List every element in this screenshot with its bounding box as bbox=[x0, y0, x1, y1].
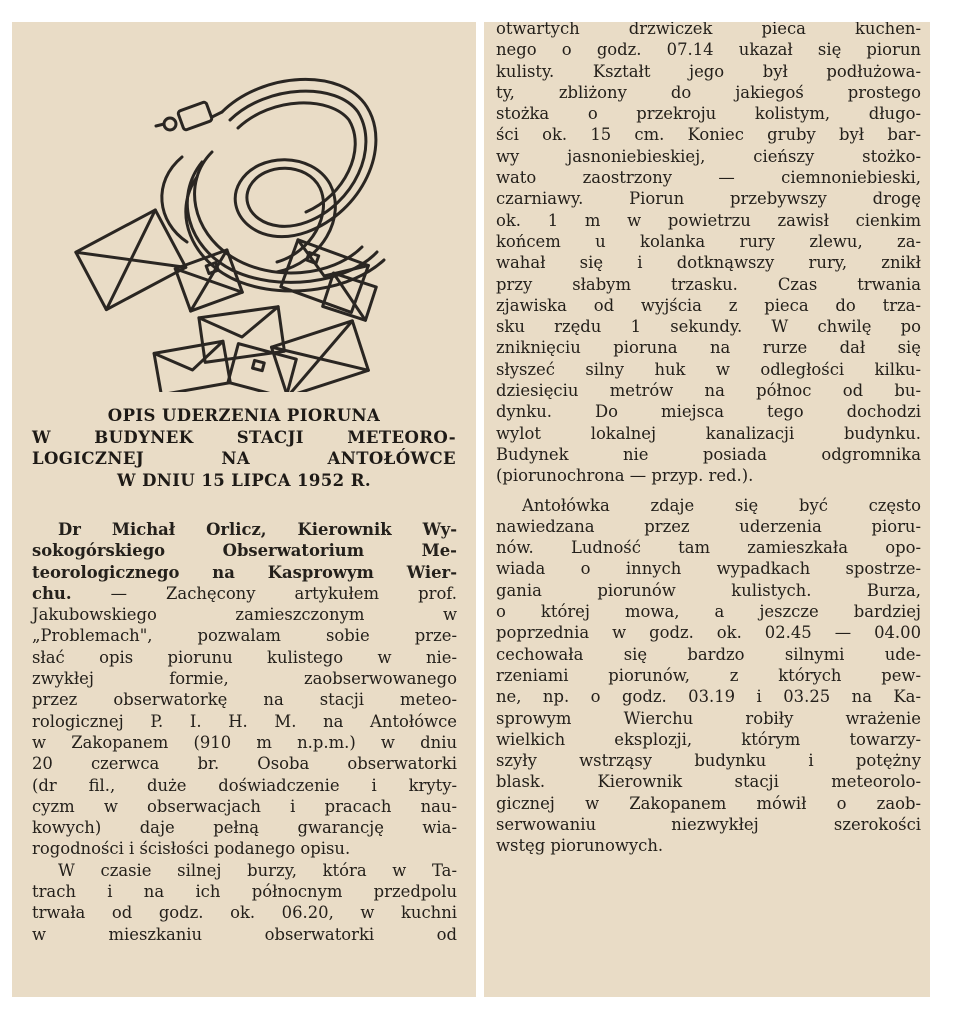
text-line: kowych) daje pełną gwarancję wia- bbox=[32, 818, 457, 838]
text-line: cyzm w obserwacjach i pracach nau- bbox=[32, 796, 457, 816]
text-line: nawiedzana przez uderzenia pioru- bbox=[496, 516, 921, 536]
text-line: przy słabym trzasku. Czas trwania bbox=[496, 274, 921, 294]
text-line: otwartych drzwiczek pieca kuchen- bbox=[496, 22, 921, 38]
text-line: sprowym Wierchu robiły wrażenie bbox=[496, 708, 921, 728]
text-line: Antołówka zdaje się być często bbox=[522, 495, 921, 515]
headline-line: W DNIU 15 LIPCA 1952 R. bbox=[117, 470, 371, 490]
text-line: w mieszkaniu obserwatorki od bbox=[32, 924, 457, 944]
text-line: słyszeć silny huk w odległości kilku- bbox=[496, 359, 921, 379]
text-line: chu. — Zachęcony artykułem prof. bbox=[32, 583, 457, 603]
headline-line: LOGICZNEJ NA ANTOŁÓWCE bbox=[32, 449, 456, 468]
text-line: trwała od godz. ok. 06.20, w kuchni bbox=[32, 903, 457, 923]
text-line: wahał się i dotknąwszy rury, znikł bbox=[496, 253, 921, 273]
text-line: końcem u kolanka rury zlewu, za- bbox=[496, 231, 921, 251]
text-line: (dr fil., duże doświadczenie i kryty- bbox=[32, 775, 457, 795]
text-line: nów. Ludność tam zamieszkała opo- bbox=[496, 538, 921, 558]
text-line: gania piorunów kulistych. Burza, bbox=[496, 580, 921, 600]
left-column-text bbox=[32, 519, 457, 945]
text-line: zjawiska od wyjścia z pieca do trza- bbox=[496, 295, 921, 315]
text-line: blask. Kierownik stacji meteorolo- bbox=[496, 772, 921, 792]
text-line: ty, zbliżony do jakiegoś prostego bbox=[496, 82, 921, 102]
text-line: Jakubowskiego zamieszczonym w bbox=[32, 605, 457, 625]
text-line: gicznej w Zakopanem mówił o zaob- bbox=[496, 793, 921, 813]
text-line: o której mowa, a jeszcze bardziej bbox=[496, 602, 921, 622]
text-line: wy jasnoniebieskiej, cieńszy stożko- bbox=[496, 146, 921, 166]
text-line: Dr Michał Orlicz, Kierownik Wy- bbox=[58, 520, 457, 539]
text-line: Budynek nie posiada odgromnika bbox=[496, 444, 921, 464]
text-line: (piorunochrona — przyp. red.). bbox=[496, 466, 754, 486]
text-line: ne, np. o godz. 03.19 i 03.25 na Ka- bbox=[496, 687, 921, 707]
text-line: stożka o przekroju kolistym, długo- bbox=[496, 104, 921, 124]
text-line: wato zaostrzony — ciemnoniebieski, bbox=[496, 168, 921, 188]
text-line: trach i na ich północnym przedpolu bbox=[32, 882, 457, 902]
headline-line: W BUDYNEK STACJI METEORO- bbox=[32, 427, 456, 447]
text-line: dynku. Do miejsca tego dochodzi bbox=[496, 402, 921, 422]
paragraph-gap bbox=[496, 487, 921, 495]
article-headline bbox=[32, 405, 456, 491]
text-line: dziesięciu metrów na północ od bu- bbox=[496, 381, 921, 401]
text-line: wylot lokalnej kanalizacji budynku. bbox=[496, 423, 921, 443]
text-line: teorologicznego na Kasprowym Wier- bbox=[32, 562, 457, 582]
text-line: czarniawy. Piorun przebywszy drogę bbox=[496, 189, 921, 209]
text-line: wielkich eksplozji, którym towarzy- bbox=[496, 729, 921, 749]
right-column-text bbox=[496, 22, 921, 857]
text-line: nego o godz. 07.14 ukazał się piorun bbox=[496, 40, 921, 60]
text-line: rogodności i ścisłości podanego opisu. bbox=[32, 839, 351, 859]
text-line: wiada o innych wypadkach spostrze- bbox=[496, 559, 921, 579]
text-line: zniknięciu pioruna na rurze dał się bbox=[496, 338, 921, 358]
text-line: wstęg piorunowych. bbox=[496, 836, 664, 856]
envelopes-cord-illustration-icon bbox=[62, 62, 432, 392]
text-line: poprzednia w godz. ok. 02.45 — 04.00 bbox=[496, 623, 921, 643]
text-line: sku rzędu 1 sekundy. W chwilę po bbox=[496, 317, 921, 337]
text-line: „Problemach", pozwalam sobie prze- bbox=[32, 626, 457, 646]
headline-line: OPIS UDERZENIA PIORUNA bbox=[107, 406, 381, 425]
text-line: rzeniami piorunów, z których pew- bbox=[496, 665, 921, 685]
text-line: 20 czerwca br. Osoba obserwatorki bbox=[32, 754, 457, 774]
text-line: sokogórskiego Obserwatorium Me- bbox=[32, 541, 457, 561]
left-column-clipping bbox=[12, 22, 476, 997]
text-line: ok. 1 m w powietrzu zawisł cienkim bbox=[496, 210, 921, 230]
text-line: rologicznej P. I. H. M. na Antołówce bbox=[32, 711, 457, 731]
text-line: kulisty. Kształt jego był podłużowa- bbox=[496, 61, 921, 81]
text-line: szyły wstrząsy budynku i potężny bbox=[496, 751, 921, 771]
text-line: cechowała się bardzo silnymi ude- bbox=[496, 644, 921, 664]
text-line: zwykłej formie, zaobserwowanego bbox=[32, 669, 457, 689]
text-line: serwowaniu niezwykłej szerokości bbox=[496, 814, 921, 834]
text-line: w Zakopanem (910 m n.p.m.) w dniu bbox=[32, 732, 457, 752]
text-line: słać opis piorunu kulistego w nie- bbox=[32, 647, 457, 667]
text-line: przez obserwatorkę na stacji meteo- bbox=[32, 690, 457, 710]
text-line: W czasie silnej burzy, która w Ta- bbox=[58, 860, 457, 880]
text-line: ści ok. 15 cm. Koniec gruby był bar- bbox=[496, 125, 921, 145]
right-column-clipping bbox=[484, 22, 930, 997]
